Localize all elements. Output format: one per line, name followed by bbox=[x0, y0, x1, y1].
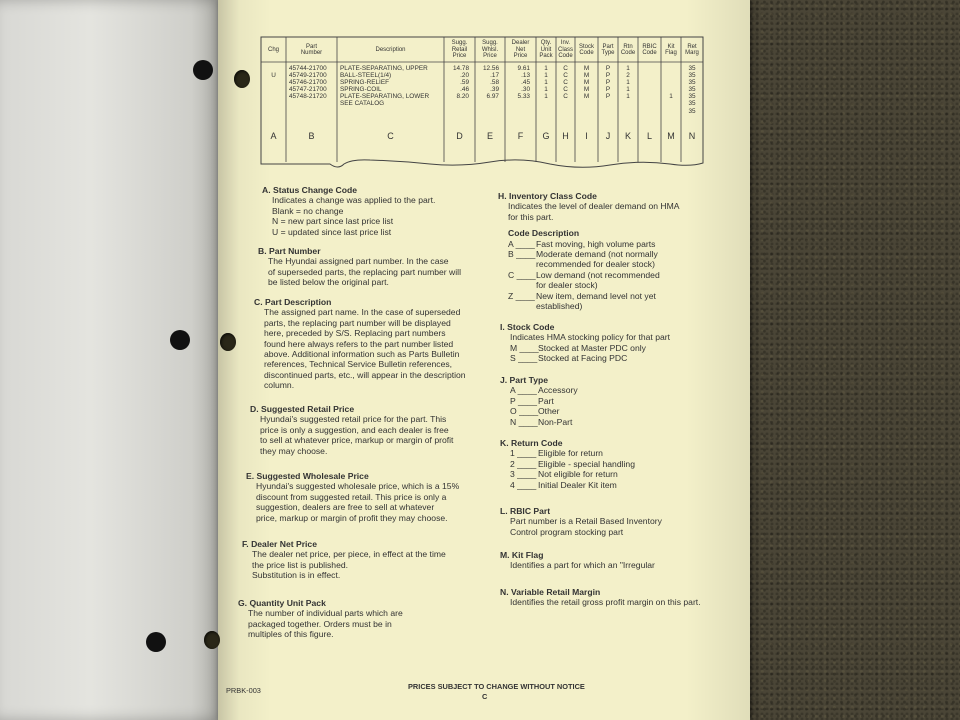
code-row bbox=[498, 249, 680, 270]
code-row bbox=[500, 417, 578, 427]
code-row bbox=[500, 469, 635, 479]
legend-line: references, Technical Service Bulletin references, bbox=[264, 359, 453, 370]
legend-line: price is only a suggestion, and each dealer is free bbox=[260, 424, 449, 435]
column-header-ret: Ret Marg bbox=[685, 43, 699, 56]
column-header-ptype: Part Type bbox=[601, 43, 615, 56]
code-row bbox=[500, 353, 670, 363]
legend-line: The assigned part name. In the case of superseded bbox=[264, 307, 461, 318]
column-letter-retail: D bbox=[456, 131, 463, 141]
legend-title: K. Return Code bbox=[500, 438, 563, 448]
code-key: 4 ____ bbox=[510, 479, 537, 490]
column-values-desc: PLATE-SEPARATING, UPPER BALL-STEEL(1/4) SPRING-RELIEF SPRING-COIL PLATE-SEPARATING, LOWER SEE CATALOG bbox=[340, 65, 430, 108]
column-letter-stock: I bbox=[585, 131, 588, 141]
code-key: 1 ____ bbox=[510, 448, 537, 459]
legend-line: price, markup or margin of profit they may choose. bbox=[256, 512, 448, 523]
column-header-chg: Chg bbox=[267, 46, 279, 53]
legend-title: A. Status Change Code bbox=[262, 185, 358, 195]
code-key: C ____ bbox=[508, 269, 536, 280]
legend-line: to sell at whatever price, markup or margin of profit bbox=[260, 435, 454, 446]
legend-title: C. Part Description bbox=[254, 297, 332, 307]
legend-line: Indicates a change was applied to the part. bbox=[272, 195, 436, 206]
code-row bbox=[500, 480, 635, 490]
legend-title: N. Variable Retail Margin bbox=[500, 587, 601, 597]
code-description: New item, demand level not yet established) bbox=[536, 290, 656, 312]
legend-line: Hyundai's suggested wholesale price, which is a 15% bbox=[256, 481, 460, 492]
code-key: Z ____ bbox=[508, 290, 535, 301]
column-letter-ret: N bbox=[688, 131, 696, 141]
column-letter-rbic: L bbox=[646, 131, 652, 141]
legend-section-D bbox=[250, 404, 453, 456]
legend-line: Part number is a Retail Based Inventory bbox=[510, 516, 662, 527]
code-description: Eligible - special handling bbox=[538, 458, 635, 469]
column-letter-kit: M bbox=[667, 131, 675, 141]
column-header-part: Part Number bbox=[300, 43, 323, 56]
legend-section-A bbox=[262, 185, 435, 237]
code-key: 2 ____ bbox=[510, 458, 537, 469]
legend-line: The dealer net price, per piece, in effect at the time bbox=[252, 549, 446, 560]
column-values-qty: 1 1 1 1 1 bbox=[544, 65, 548, 101]
legend-line: above. Additional information such as Parts Bulletin bbox=[264, 349, 460, 360]
code-key: M ____ bbox=[510, 342, 539, 353]
code-row bbox=[500, 343, 670, 353]
code-row bbox=[500, 459, 635, 469]
legend-line: Hyundai's suggested retail price for the part. This bbox=[260, 414, 447, 425]
code-row bbox=[498, 239, 680, 249]
column-header-kit: Kit Flag bbox=[665, 43, 677, 56]
code-key: 3 ____ bbox=[510, 469, 537, 480]
legend-line: packaged together. Orders must be in bbox=[248, 618, 392, 629]
legend-title: I. Stock Code bbox=[500, 322, 555, 332]
legend-line: here, preceded by S/S. Replacing part numbers bbox=[264, 328, 446, 339]
column-letter-rtn: K bbox=[624, 131, 631, 141]
code-description: Initial Dealer Kit item bbox=[538, 479, 617, 490]
column-letter-inv: H bbox=[562, 131, 569, 141]
column-values-chg: U bbox=[271, 72, 276, 80]
column-header-whsl: Sugg. Whlsl. Price bbox=[481, 40, 499, 59]
legend-line: Indicates the level of dealer demand on HMA bbox=[508, 201, 680, 212]
legend-line: suggestion, dealers are free to sell at whatever bbox=[256, 502, 435, 513]
legend-line: the price list is published. bbox=[252, 559, 349, 570]
code-description: Accessory bbox=[538, 385, 578, 396]
legend-title: L. RBIC Part bbox=[500, 506, 551, 516]
legend-section-C bbox=[254, 297, 466, 391]
legend-title: G. Quantity Unit Pack bbox=[238, 598, 326, 608]
code-key: A ____ bbox=[510, 385, 537, 396]
legend-line: for this part. bbox=[508, 211, 554, 222]
code-description: Non-Part bbox=[538, 416, 573, 427]
legend-section-K bbox=[500, 438, 635, 490]
legend-title: M. Kit Flag bbox=[500, 550, 544, 560]
legend-line: multiples of this figure. bbox=[248, 629, 334, 640]
legend-title: H. Inventory Class Code bbox=[498, 191, 597, 201]
legend-section-H bbox=[498, 191, 680, 311]
legend-section-M bbox=[500, 550, 655, 571]
code-key: A ____ bbox=[508, 238, 535, 249]
column-header-stock: Stock Code bbox=[578, 43, 594, 56]
legend-line: be listed below the original part. bbox=[268, 277, 389, 288]
legend-line: Control program stocking part bbox=[510, 526, 624, 537]
legend-line: column. bbox=[264, 380, 295, 391]
code-row bbox=[500, 396, 578, 406]
legend-title: D. Suggested Retail Price bbox=[250, 404, 355, 414]
code-key: S ____ bbox=[510, 353, 538, 364]
column-letter-qty: G bbox=[542, 131, 550, 141]
column-letter-ptype: J bbox=[605, 131, 611, 141]
column-header-rbic: RBIC Code bbox=[642, 43, 657, 56]
legend-title: F. Dealer Net Price bbox=[242, 539, 317, 549]
column-values-kit: 1 bbox=[669, 93, 673, 101]
code-key: B ____ bbox=[508, 249, 536, 260]
code-description: Other bbox=[538, 406, 560, 417]
code-description: Low demand (not recommended for dealer stock) bbox=[536, 269, 660, 291]
code-row bbox=[498, 291, 680, 312]
code-description: Stocked at Facing PDC bbox=[538, 353, 628, 364]
code-description: Part bbox=[538, 395, 554, 406]
legend-section-F bbox=[242, 539, 446, 581]
legend-line: Indicates HMA stocking policy for that part bbox=[510, 332, 671, 343]
column-values-ret: 35 35 35 35 35 35 35 bbox=[688, 65, 696, 115]
code-row bbox=[500, 406, 578, 416]
column-values-inv: C C C C C bbox=[563, 65, 568, 101]
column-values-retail: 14.78 .20 .59 .46 8.20 bbox=[453, 65, 469, 101]
code-key: O ____ bbox=[510, 406, 539, 417]
legend-title: B. Part Number bbox=[258, 246, 321, 256]
legend-section-E bbox=[246, 471, 459, 523]
legend-line: Identifies the retail gross profit margin on this part. bbox=[510, 597, 701, 608]
legend-line: Identifies a part for which an "Irregular bbox=[510, 560, 655, 571]
legend-title: J. Part Type bbox=[500, 375, 549, 385]
code-row bbox=[500, 448, 635, 458]
code-description: Fast moving, high volume parts bbox=[536, 238, 656, 249]
code-row bbox=[498, 270, 680, 291]
legend-line: they may choose. bbox=[260, 445, 328, 456]
column-values-part: 45744-21700 45749-21700 45746-21700 45747-21700 45748-21720 bbox=[289, 65, 327, 101]
legend-title: E. Suggested Wholesale Price bbox=[246, 471, 369, 481]
legend-section-G bbox=[238, 598, 403, 640]
code-description: Not eligible for return bbox=[538, 469, 618, 480]
column-values-rtn: 1 2 1 1 1 bbox=[626, 65, 630, 101]
column-header-desc: Description bbox=[375, 46, 406, 53]
column-header-qty: Qty. Unit Pack bbox=[539, 40, 553, 59]
column-header-rtn: Rtn Code bbox=[620, 43, 636, 56]
legend-line: N = new part since last price list bbox=[272, 216, 394, 227]
legend-line: found here always refers to the part number listed bbox=[264, 338, 454, 349]
legend-section-B bbox=[258, 246, 461, 288]
column-values-whsl: 12.56 .17 .58 .39 6.97 bbox=[483, 65, 499, 101]
code-description: Stocked at Master PDC only bbox=[538, 342, 646, 353]
legend-section-I bbox=[500, 322, 670, 364]
footer-notice: PRICES SUBJECT TO CHANGE WITHOUT NOTICE bbox=[408, 682, 585, 691]
column-letter-dealer: F bbox=[517, 131, 524, 141]
column-header-dealer: Dealer Net Price bbox=[511, 40, 530, 59]
legend-line: The Hyundai assigned part number. In the case bbox=[268, 256, 449, 267]
footer-code: PRBK-003 bbox=[226, 686, 261, 695]
legend-section-L bbox=[500, 506, 662, 537]
footer-page: C bbox=[482, 692, 488, 701]
column-header-inv: Inv. Class Code bbox=[557, 40, 573, 59]
column-letter-part: B bbox=[308, 131, 315, 141]
code-key: N ____ bbox=[510, 416, 538, 427]
column-letter-chg: A bbox=[270, 131, 277, 141]
column-values-stock: M M M M M bbox=[583, 65, 590, 101]
code-row bbox=[500, 385, 578, 395]
legend-line: discontinued parts, etc., will appear in the description bbox=[264, 369, 466, 380]
column-values-ptype: P P P P P bbox=[605, 65, 611, 101]
legend-line: Blank = no change bbox=[272, 205, 344, 216]
legend-line: U = updated since last price list bbox=[272, 226, 392, 237]
legend-section-J bbox=[500, 375, 578, 427]
legend-section-N bbox=[500, 587, 701, 608]
code-description: Eligible for return bbox=[538, 448, 603, 459]
code-description: Moderate demand (not normally recommended for dealer stock) bbox=[536, 249, 658, 270]
column-header-retail: Sugg. Retail Price bbox=[451, 40, 468, 59]
legend-line: Substitution is in effect. bbox=[252, 570, 341, 581]
legend-line: of superseded parts, the replacing part number will bbox=[268, 266, 461, 277]
legend-line: discount from suggested retail. This price is only a bbox=[256, 491, 447, 502]
column-letter-whsl: E bbox=[486, 131, 493, 141]
legend-line: The number of individual parts which are bbox=[248, 608, 403, 619]
column-values-dealer: 9.61 .13 .45 .30 5.33 bbox=[517, 65, 530, 101]
code-key: P ____ bbox=[510, 395, 538, 406]
legend-line: parts, the replacing part number will be displayed bbox=[264, 317, 451, 328]
column-letter-desc: C bbox=[387, 131, 394, 141]
codes-header: Code Description bbox=[508, 228, 580, 239]
